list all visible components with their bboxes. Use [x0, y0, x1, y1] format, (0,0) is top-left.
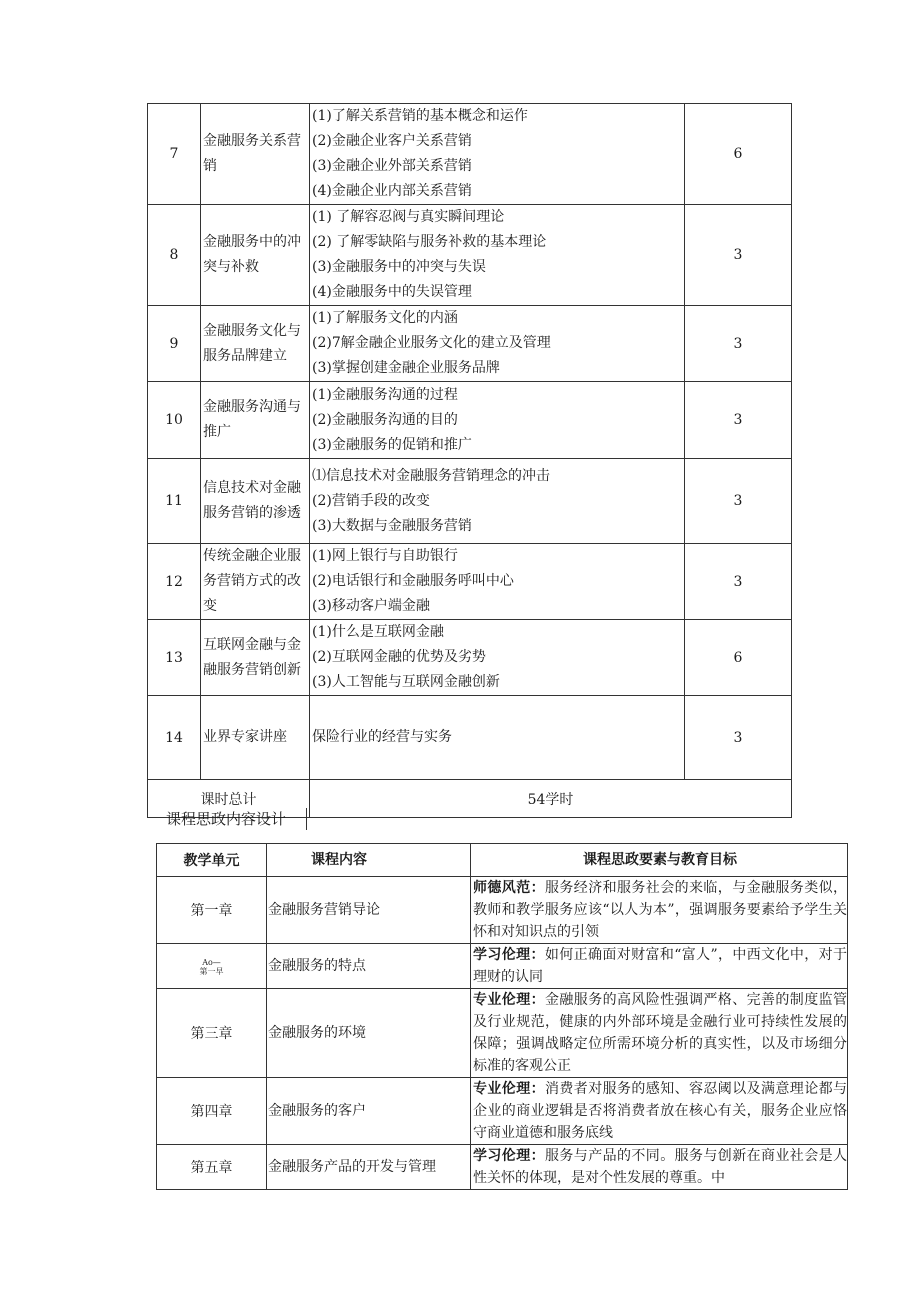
list-item: 保险行业的经营与实务 — [312, 729, 452, 745]
list-item: (4)金融服务中的失误管理 — [312, 284, 472, 300]
list-item: (3)大数据与金融服务营销 — [312, 517, 472, 534]
goal — [471, 944, 848, 989]
ideology-table — [156, 843, 848, 1190]
table-row — [148, 205, 792, 306]
topic-name-text: 金融服务中的冲突与补救 — [203, 234, 301, 275]
goal-tag: 师德风范： — [473, 880, 545, 896]
list-item: (1)了解服务文化的内涵 — [312, 310, 458, 326]
content: 金融服务的环境 — [267, 989, 471, 1078]
topic-name-text: 金融服务文化与服务品牌建立 — [203, 322, 301, 364]
hours: 3 — [685, 306, 792, 382]
table-row — [148, 459, 792, 544]
goal-tag: 专业伦理： — [473, 1081, 545, 1097]
row-number: 8 — [148, 205, 201, 306]
goal — [471, 877, 848, 944]
total-value: 54学时 — [310, 780, 792, 818]
topic-name-text: 传统金融企业服务营销方式的改变 — [203, 548, 301, 614]
total-label: 课时总计 — [148, 780, 310, 818]
table-row — [157, 1145, 848, 1190]
list-item: (2)金融服务沟通的目的 — [312, 411, 458, 428]
header-unit: 教学单元 — [157, 844, 267, 877]
divider — [306, 808, 307, 830]
hours: 3 — [685, 205, 792, 306]
content: 金融服务的客户 — [267, 1078, 471, 1145]
topic-name-text: 业界专家讲座 — [203, 729, 287, 745]
unit: 第一章 — [157, 877, 267, 944]
content: 金融服务营销导论 — [267, 877, 471, 944]
hours: 3 — [685, 382, 792, 459]
list-item: (2) 了解零缺陷与服务补救的基本理论 — [312, 234, 547, 250]
content: 金融服务产品的开发与管理 — [267, 1145, 471, 1190]
hours: 3 — [685, 459, 792, 544]
topic-name-text: 信息技术对金融服务营销的渗透 — [203, 480, 301, 521]
list-item: (1) 了解容忍阀与真实瞬间理论 — [312, 209, 505, 225]
table-row — [148, 382, 792, 459]
topic-name — [201, 306, 310, 382]
list-item: (1)金融服务沟通的过程 — [312, 386, 458, 403]
row-number: 12 — [148, 544, 201, 620]
list-item: (3)金融服务的促销和推广 — [312, 436, 472, 453]
goal-tag: 学习伦理： — [473, 1148, 545, 1164]
goal-text: 金融服务的高风险性强调严格、完善的制度监管及行业规范，健康的内外部环境是金融行业可持续性发展的保障；强调战略定位所需环境分析的真实性，以及市场细分标准的客观公正 — [473, 992, 847, 1074]
section-title: 课程思政内容设计 — [166, 810, 287, 828]
content: 金融服务的特点 — [267, 944, 471, 989]
topic-items — [310, 382, 685, 459]
topic-name-text: 金融服务关系营销 — [203, 133, 301, 174]
topic-name — [201, 104, 310, 205]
table-row — [157, 989, 848, 1078]
header-row — [157, 844, 848, 877]
table-row — [148, 696, 792, 780]
unit: 第四章 — [157, 1078, 267, 1145]
list-item: (1)了解关系营销的基本概念和运作 — [312, 108, 528, 124]
list-item: (3)人工智能与互联网金融创新 — [312, 674, 500, 690]
row-number: 9 — [148, 306, 201, 382]
topic-items — [310, 696, 685, 780]
goal-text: 服务经济和服务社会的来临，与金融服务类似，教师和教学服务应该“以人为本”，强调服务要素给予学生关怀和对知识点的引领 — [473, 880, 847, 940]
hours: 6 — [685, 104, 792, 205]
unit-text: Ao— 第一早 — [199, 958, 224, 976]
list-item: ⑴信息技术对金融服务营销理念的冲击 — [312, 467, 550, 484]
table-row — [148, 104, 792, 205]
topic-items — [310, 306, 685, 382]
topic-name — [201, 544, 310, 620]
list-item: (1)网上银行与自助银行 — [312, 548, 458, 564]
list-item: (3)金融服务中的冲突与失误 — [312, 259, 486, 275]
topic-name — [201, 382, 310, 459]
topic-items — [310, 459, 685, 544]
row-number: 13 — [148, 620, 201, 696]
topic-items — [310, 104, 685, 205]
goal-tag: 学习伦理： — [473, 947, 545, 963]
header-goal: 课程思政要素与教育目标 — [471, 844, 848, 877]
table-row — [157, 877, 848, 944]
topic-name-text: 互联网金融与金融服务营销创新 — [203, 636, 301, 678]
list-item: (2)7解金融企业服务文化的建立及管理 — [312, 335, 551, 351]
topic-items — [310, 205, 685, 306]
goal-text: 如何正确面对财富和“富人”，中西文化中，对于理财的认同 — [473, 947, 848, 985]
schedule-table — [147, 103, 792, 818]
topic-name — [201, 696, 310, 780]
topic-name — [201, 459, 310, 544]
row-number: 14 — [148, 696, 201, 780]
goal — [471, 989, 848, 1078]
list-item: (1)什么是互联网金融 — [312, 624, 444, 640]
topic-name — [201, 205, 310, 306]
topic-name — [201, 620, 310, 696]
header-content: 课程内容 — [267, 844, 471, 877]
row-number: 10 — [148, 382, 201, 459]
list-item: (3)金融企业外部关系营销 — [312, 158, 472, 174]
goal-text: 服务与产品的不同。服务与创新在商业社会是人性关怀的体现，是对个性发展的尊重。中 — [473, 1148, 847, 1186]
row-number: 11 — [148, 459, 201, 544]
unit — [157, 944, 267, 989]
topic-items — [310, 620, 685, 696]
topic-items — [310, 544, 685, 620]
hours: 3 — [685, 696, 792, 780]
table-row — [157, 944, 848, 989]
goal-text: 消费者对服务的感知、容忍阈以及满意理论都与企业的商业逻辑是否将消费者放在核心有关，服务企业应恪守商业道德和服务底线 — [473, 1081, 847, 1141]
goal — [471, 1145, 848, 1190]
unit: 第五章 — [157, 1145, 267, 1190]
list-item: (4)金融企业内部关系营销 — [312, 183, 472, 199]
table-row — [148, 620, 792, 696]
topic-name-text: 金融服务沟通与推广 — [203, 399, 301, 440]
table-row — [157, 1078, 848, 1145]
hours: 6 — [685, 620, 792, 696]
table-row — [148, 306, 792, 382]
list-item: (2)营销手段的改变 — [312, 492, 430, 509]
list-item: (2)金融企业客户关系营销 — [312, 133, 472, 149]
table-row — [148, 544, 792, 620]
list-item: (2)电话银行和金融服务呼叫中心 — [312, 573, 514, 589]
row-number: 7 — [148, 104, 201, 205]
unit: 第三章 — [157, 989, 267, 1078]
goal-tag: 专业伦理： — [473, 992, 545, 1008]
list-item: (2)互联网金融的优势及劣势 — [312, 649, 486, 665]
list-item: (3)掌握创建金融企业服务品牌 — [312, 360, 500, 376]
hours: 3 — [685, 544, 792, 620]
list-item: (3)移动客户端金融 — [312, 598, 430, 614]
goal — [471, 1078, 848, 1145]
